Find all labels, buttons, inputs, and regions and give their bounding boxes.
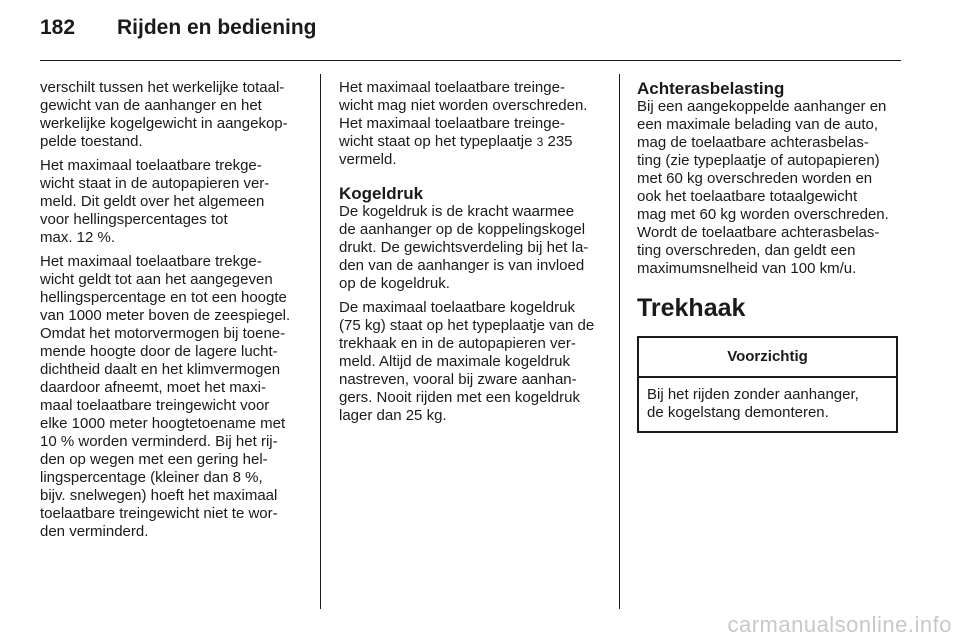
text-line: den van de aanhanger is van invloed bbox=[339, 257, 585, 274]
section-heading-kogeldruk: Kogeldruk bbox=[339, 184, 424, 203]
text-line: Bij het rijden zonder aanhanger, bbox=[647, 386, 859, 403]
text-line: daardoor afneemt, moet het maxi- bbox=[40, 379, 266, 396]
column-divider-1 bbox=[320, 74, 321, 609]
text-line: mende hoogte door de lagere lucht- bbox=[40, 343, 278, 360]
text-line: mag de toelaatbare achterasbelas- bbox=[637, 134, 869, 151]
notice-body bbox=[639, 378, 896, 431]
text-line: wicht geldt tot aan het aangegeven bbox=[40, 271, 273, 288]
text-line: 10 % worden verminderd. Bij het rij- bbox=[40, 433, 278, 450]
text-line: de aanhanger op de koppelingskogel bbox=[339, 221, 586, 238]
text-line: werkelijke kogelgewicht in aangekop- bbox=[40, 115, 288, 132]
text-line: ting (zie typeplaatje of autopapieren) bbox=[637, 152, 880, 169]
text-line: (75 kg) staat op het typeplaatje van de bbox=[339, 317, 595, 334]
paragraph bbox=[637, 98, 902, 278]
text-line: drukt. De gewichtsverdeling bij het la- bbox=[339, 239, 589, 256]
text-line: De kogeldruk is de kracht waarmee bbox=[339, 203, 575, 220]
header-divider bbox=[40, 60, 901, 61]
text-line: den op wegen met een gering hel- bbox=[40, 451, 268, 468]
paragraph bbox=[40, 253, 308, 541]
text-line: toelaatbare treingewicht niet te wor- bbox=[40, 505, 278, 522]
text-line: hellingspercentage en tot een hoogte bbox=[40, 289, 287, 306]
section-heading-achterasbelasting: Achterasbelasting bbox=[637, 79, 785, 98]
text-line: Bij een aangekoppelde aanhanger en bbox=[637, 98, 887, 115]
text-line: den verminderd. bbox=[40, 523, 149, 540]
paragraph bbox=[339, 299, 609, 425]
text-line: De maximaal toelaatbare kogeldruk bbox=[339, 299, 575, 316]
paragraph bbox=[339, 203, 609, 293]
text-line: lager dan 25 kg. bbox=[339, 407, 447, 424]
text-line: een maximale belading van de auto, bbox=[637, 116, 878, 133]
text-line bbox=[339, 133, 609, 151]
text-line: trekhaak en in de autopapieren ver- bbox=[339, 335, 576, 352]
text-line: meld. Altijd de maximale kogeldruk bbox=[339, 353, 570, 370]
chapter-title: Rijden en bediening bbox=[117, 16, 317, 39]
text-line: voor hellingspercentages tot bbox=[40, 211, 228, 228]
text-line: Het maximaal toelaatbare treinge- bbox=[339, 79, 565, 96]
text-line: dichtheid daalt en het klimvermogen bbox=[40, 361, 281, 378]
text-line: nastreven, vooral bij zware aanhan- bbox=[339, 371, 577, 388]
text-line: de kogelstang demonteren. bbox=[647, 404, 829, 421]
paragraph bbox=[40, 157, 308, 247]
page-reference[interactable]: 235 bbox=[543, 133, 573, 150]
text-line: Het maximaal toelaatbare treinge- bbox=[339, 115, 565, 132]
text-line: maximumsnelheid van 100 km/u. bbox=[637, 260, 857, 277]
text-line: ook het toelaatbare totaalgewicht bbox=[637, 188, 858, 205]
text-line: meld. Dit geldt over het algemeen bbox=[40, 193, 265, 210]
text-line: elke 1000 meter hoogtetoename met bbox=[40, 415, 286, 432]
text-line: pelde toestand. bbox=[40, 133, 143, 150]
column-2 bbox=[339, 79, 609, 431]
text-line: lingspercentage (kleiner dan 8 %, bbox=[40, 469, 263, 486]
paragraph bbox=[40, 79, 308, 151]
text-line: Het maximaal toelaatbare trekge- bbox=[40, 253, 262, 270]
text-line: gewicht van de aanhanger en het bbox=[40, 97, 262, 114]
text-line: met 60 kg overschreden worden en bbox=[637, 170, 873, 187]
text-line: bijv. snelwegen) hoeft het maximaal bbox=[40, 487, 278, 504]
text-fragment: wicht staat op het typeplaatje bbox=[339, 133, 537, 150]
text-line: Omdat het motorvermogen bij toene- bbox=[40, 325, 286, 342]
text-line: Wordt de toelaatbare achterasbelas- bbox=[637, 224, 880, 241]
text-line: wicht staat in de autopapieren ver- bbox=[40, 175, 270, 192]
column-1 bbox=[40, 79, 308, 547]
text-line: op de kogeldruk. bbox=[339, 275, 450, 292]
text-line: mag met 60 kg worden overschreden. bbox=[637, 206, 889, 223]
notice-title: Voorzichtig bbox=[639, 338, 896, 378]
text-line: Het maximaal toelaatbare trekge- bbox=[40, 157, 262, 174]
section-title-trekhaak: Trekhaak bbox=[637, 294, 746, 322]
caution-notice bbox=[637, 336, 898, 433]
text-line: wicht mag niet worden overschreden. bbox=[339, 97, 588, 114]
text-line: ting overschreden, dan geldt een bbox=[637, 242, 856, 259]
text-line: van 1000 meter boven de zeespiegel. bbox=[40, 307, 291, 324]
text-line: vermeld. bbox=[339, 151, 397, 168]
paragraph bbox=[339, 79, 609, 169]
text-line: verschilt tussen het werkelijke totaal- bbox=[40, 79, 285, 96]
page-number: 182 bbox=[40, 16, 76, 39]
column-3 bbox=[637, 79, 902, 433]
watermark: carmanualsonline.info bbox=[727, 612, 952, 637]
text-line: max. 12 %. bbox=[40, 229, 116, 246]
column-divider-2 bbox=[619, 74, 620, 609]
text-line: gers. Nooit rijden met een kogeldruk bbox=[339, 389, 580, 406]
page-reference-icon: 3 bbox=[536, 135, 544, 149]
text-line: maal toelaatbare treingewicht voor bbox=[40, 397, 270, 414]
